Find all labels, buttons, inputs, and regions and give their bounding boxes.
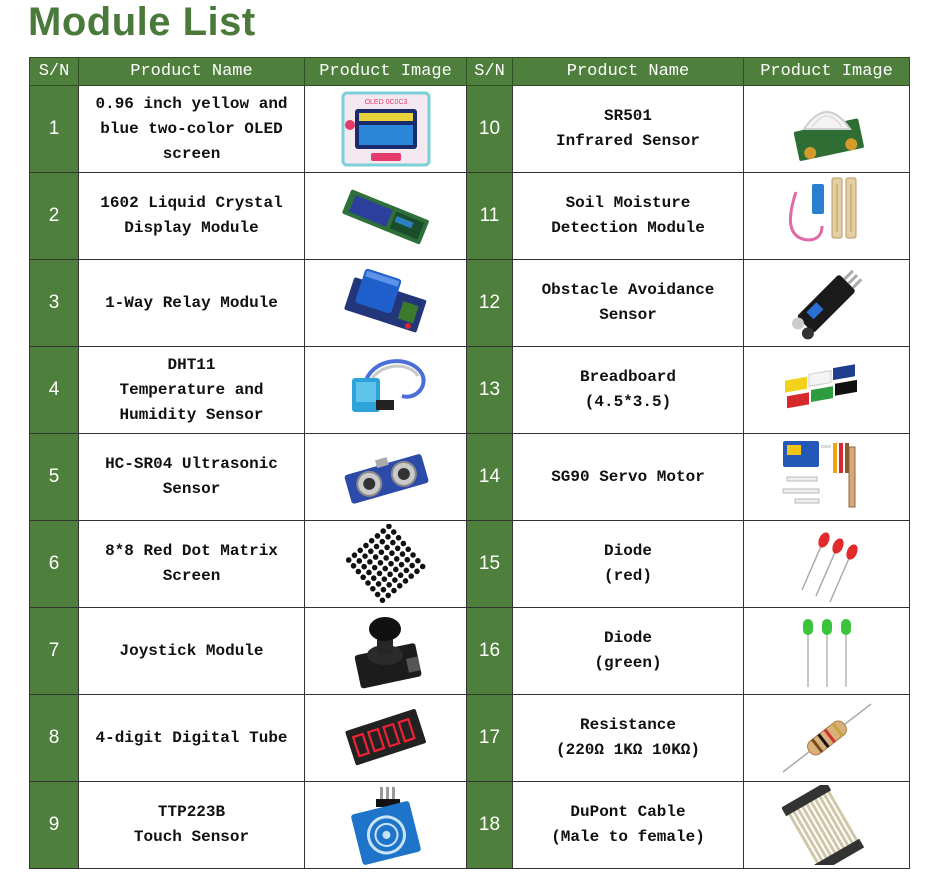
product-name-line: screen xyxy=(162,144,221,163)
product-image xyxy=(744,434,910,521)
product-name-line: Humidity Sensor xyxy=(119,405,264,424)
serial-number: 17 xyxy=(467,695,513,782)
table-row xyxy=(30,521,910,608)
product-image xyxy=(744,695,910,782)
serial-number: 13 xyxy=(467,347,513,434)
product-name xyxy=(513,608,744,695)
product-name-line: Breadboard xyxy=(579,368,676,386)
breadboard-icon xyxy=(744,360,909,420)
dupont-cable-icon xyxy=(744,785,909,865)
product-name xyxy=(513,86,744,173)
product-image xyxy=(305,173,467,260)
product-image xyxy=(744,608,910,695)
oled-display-icon xyxy=(305,91,466,167)
serial-number: 5 xyxy=(30,434,79,521)
product-image xyxy=(744,260,910,347)
product-name-line: Sensor xyxy=(599,306,657,324)
product-name xyxy=(79,608,305,695)
servo-motor-icon xyxy=(744,437,909,517)
product-name xyxy=(513,173,744,260)
product-name-line: DuPont Cable xyxy=(570,803,686,821)
product-name xyxy=(513,347,744,434)
product-name-line: 4-digit Digital Tube xyxy=(95,728,288,747)
product-name-line: (220Ω 1KΩ 10KΩ) xyxy=(555,741,701,759)
product-name xyxy=(79,86,305,173)
digital-tube-icon xyxy=(305,705,466,771)
serial-number: 14 xyxy=(467,434,513,521)
product-name-line: TTP223B xyxy=(157,803,226,821)
product-name-line: blue two-color OLED xyxy=(100,119,283,138)
serial-number: 6 xyxy=(30,521,79,608)
green-led-icon xyxy=(744,611,909,691)
product-name-line: Infrared Sensor xyxy=(555,132,701,150)
serial-number: 16 xyxy=(467,608,513,695)
joystick-icon xyxy=(305,611,466,691)
red-led-icon xyxy=(744,524,909,604)
serial-number: 3 xyxy=(30,260,79,347)
product-name-line: 1602 Liquid Crystal xyxy=(100,194,283,212)
product-image xyxy=(305,521,467,608)
obstacle-sensor-icon xyxy=(744,263,909,343)
product-name xyxy=(79,782,305,869)
table-row xyxy=(30,173,910,260)
table-header-row xyxy=(30,58,910,86)
product-name-line: Soil Moisture xyxy=(565,194,691,212)
product-image xyxy=(744,782,910,869)
table-row xyxy=(30,782,910,869)
header-product-image: Product Image xyxy=(305,58,467,86)
product-name-line: DHT11 xyxy=(167,355,216,374)
serial-number: 10 xyxy=(467,86,513,173)
product-name xyxy=(79,260,305,347)
product-name xyxy=(513,695,744,782)
product-name xyxy=(79,173,305,260)
product-name-line: 0.96 inch yellow and xyxy=(95,94,288,113)
product-name-line: (red) xyxy=(603,567,652,585)
product-image xyxy=(744,347,910,434)
table-row xyxy=(30,86,910,173)
dot-matrix-icon xyxy=(305,524,466,604)
serial-number: 9 xyxy=(30,782,79,869)
product-name-line: Sensor xyxy=(162,480,221,498)
product-name xyxy=(79,695,305,782)
serial-number: 2 xyxy=(30,173,79,260)
dht11-sensor-icon xyxy=(305,352,466,428)
product-image xyxy=(305,347,467,434)
serial-number: 15 xyxy=(467,521,513,608)
product-name-line: Obstacle Avoidance xyxy=(541,281,715,299)
serial-number: 18 xyxy=(467,782,513,869)
relay-module-icon xyxy=(305,268,466,338)
soil-moisture-icon xyxy=(744,176,909,256)
product-name-line: Temperature and xyxy=(119,380,264,399)
product-name xyxy=(79,434,305,521)
product-name-line: Screen xyxy=(162,567,221,585)
serial-number: 12 xyxy=(467,260,513,347)
product-name-line: Diode xyxy=(603,629,652,647)
header-sn: S/N xyxy=(30,58,79,86)
module-table xyxy=(29,57,910,869)
product-name-line: 1-Way Relay Module xyxy=(105,293,278,312)
product-name-line: Diode xyxy=(603,542,652,560)
serial-number: 1 xyxy=(30,86,79,173)
product-name xyxy=(513,434,744,521)
table-row xyxy=(30,608,910,695)
product-name xyxy=(513,782,744,869)
product-image xyxy=(305,434,467,521)
serial-number: 11 xyxy=(467,173,513,260)
product-name-line: SG90 Servo Motor xyxy=(551,467,705,486)
product-name xyxy=(79,521,305,608)
product-name-line: Display Module xyxy=(124,219,259,237)
product-name-line: Touch Sensor xyxy=(133,828,250,846)
product-name-line: (green) xyxy=(594,654,662,672)
pir-sensor-icon xyxy=(744,91,909,167)
header-product-name: Product Name xyxy=(513,58,744,86)
product-name-line: (4.5*3.5) xyxy=(584,393,672,411)
page-title: Module List xyxy=(28,0,256,44)
oled-label: OLED 0C0C3 xyxy=(364,99,407,106)
product-image xyxy=(305,782,467,869)
product-name-line: Resistance xyxy=(579,716,676,734)
table-row xyxy=(30,347,910,434)
product-name-line: (Male to female) xyxy=(551,828,705,846)
table-row xyxy=(30,434,910,521)
resistor-icon xyxy=(744,698,909,778)
table-row xyxy=(30,260,910,347)
table-row xyxy=(30,695,910,782)
product-name xyxy=(513,521,744,608)
product-image xyxy=(744,173,910,260)
header-product-image: Product Image xyxy=(744,58,910,86)
lcd-module-icon xyxy=(305,186,466,246)
serial-number: 7 xyxy=(30,608,79,695)
product-image xyxy=(744,86,910,173)
product-name-line: Detection Module xyxy=(551,219,705,237)
product-image xyxy=(744,521,910,608)
header-product-name: Product Name xyxy=(79,58,305,86)
product-image xyxy=(305,695,467,782)
product-image xyxy=(305,608,467,695)
touch-sensor-icon xyxy=(305,785,466,865)
product-name-line: 8*8 Red Dot Matrix xyxy=(105,542,278,560)
ultrasonic-sensor-icon xyxy=(305,444,466,510)
product-image xyxy=(305,86,467,173)
serial-number: 4 xyxy=(30,347,79,434)
product-name-line: Joystick Module xyxy=(119,641,264,660)
header-sn: S/N xyxy=(467,58,513,86)
product-name-line: HC-SR04 Ultrasonic xyxy=(105,455,278,473)
product-name xyxy=(513,260,744,347)
product-image xyxy=(305,260,467,347)
serial-number: 8 xyxy=(30,695,79,782)
product-name-line: SR501 xyxy=(603,107,652,125)
product-name xyxy=(79,347,305,434)
